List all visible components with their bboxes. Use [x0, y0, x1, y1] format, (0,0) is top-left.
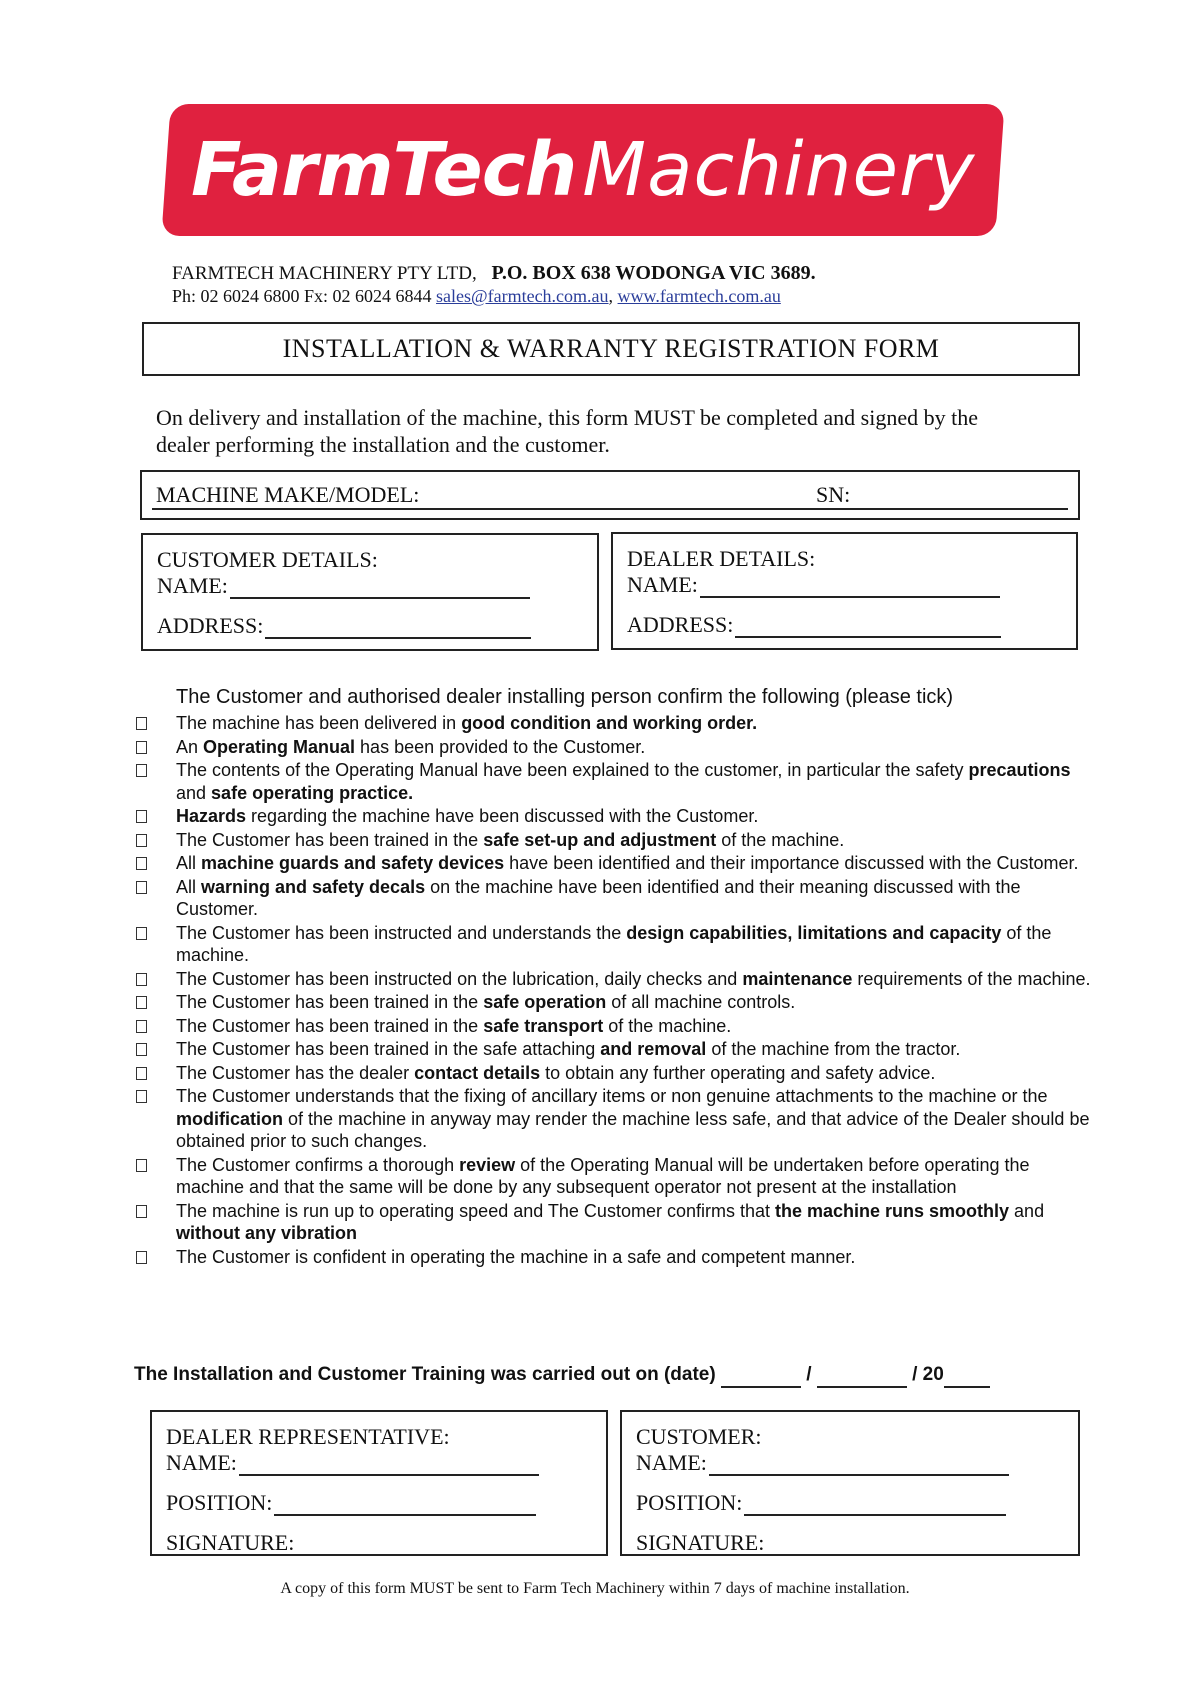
checklist-emphasis-text: review [459, 1154, 516, 1175]
checklist-item [132, 991, 1092, 1014]
machine-make-model-label: MACHINE MAKE/MODEL: [156, 482, 420, 507]
form-title-box [142, 322, 1080, 376]
company-name: FARMTECH MACHINERY PTY LTD, [172, 263, 477, 284]
dealer-address-label: ADDRESS: [627, 612, 734, 637]
checklist-item [132, 1085, 1092, 1153]
checkbox[interactable] [136, 741, 147, 754]
customer-details-box [141, 533, 599, 651]
checklist-text: has been provided to the Customer. [355, 736, 646, 757]
checklist-text: of the Operating Manual will be undertaken before operating the machine and that the same will be done by any subsequent operator not present at the installation [176, 1154, 1030, 1197]
checklist-text: The Customer is confident in operating the machine in a safe and competent manner. [176, 1246, 856, 1267]
dealer-name-field[interactable] [700, 576, 1000, 598]
checkbox[interactable] [136, 834, 147, 847]
dealer-rep-name-label: NAME: [166, 1450, 237, 1475]
customer-details-heading: CUSTOMER DETAILS: [157, 547, 378, 572]
company-address: P.O. BOX 638 WODONGA VIC 3689. [491, 262, 816, 284]
checklist-text: The Customer has been trained in the [176, 1015, 484, 1036]
company-phone: Ph: 02 6024 6800 Fx: 02 6024 6844 [172, 286, 432, 306]
checklist-item [132, 1015, 1092, 1038]
checkbox[interactable] [136, 1020, 147, 1033]
checkbox[interactable] [136, 717, 147, 730]
customer-signoff-position-field[interactable] [744, 1494, 1006, 1516]
checklist-emphasis-text: the machine runs smoothly [775, 1200, 1010, 1221]
checklist-emphasis-text: good condition and working order. [461, 713, 758, 733]
checklist-text: The Customer understands that the fixing of ancillary items or non genuine attachments to the machine or the [176, 1086, 1048, 1106]
checklist-text: The contents of the Operating Manual have been explained to the customer, in particular the safety [176, 760, 969, 780]
dealer-rep-signature-label: SIGNATURE: [166, 1530, 295, 1555]
checklist-emphasis-text: warning and safety decals [201, 876, 426, 897]
checklist-text: The machine is run up to operating speed and The Customer confirms that [176, 1200, 775, 1221]
date-year-field[interactable] [944, 1364, 990, 1388]
checklist-text: All [176, 853, 202, 873]
dealer-address-field[interactable] [735, 616, 1001, 638]
checklist-item [132, 1246, 1092, 1269]
checkbox[interactable] [136, 927, 147, 940]
checklist-text: of the machine. [716, 829, 845, 850]
customer-name-field[interactable] [230, 577, 530, 599]
form-title: INSTALLATION & WARRANTY REGISTRATION FORM [282, 334, 940, 363]
checklist-text: of the machine from the tractor. [706, 1039, 961, 1059]
checklist-emphasis-text: precautions [968, 760, 1071, 780]
checklist-text: and [176, 782, 212, 803]
dealer-representative-box [150, 1410, 608, 1556]
checklist-text: An [176, 736, 204, 757]
logo-light-text: Machinery [582, 127, 976, 213]
dealer-rep-heading: DEALER REPRESENTATIVE: [166, 1424, 450, 1449]
confirmation-checklist [132, 712, 1092, 1269]
logo-bold-text: FarmTech [190, 127, 577, 213]
website-link[interactable]: www.farmtech.com.au [617, 286, 781, 306]
email-link[interactable]: sales@farmtech.com.au [436, 286, 609, 306]
checklist-text: of the machine. [603, 1015, 732, 1036]
checkbox[interactable] [136, 996, 147, 1009]
checklist-text: The Customer has the dealer [176, 1062, 415, 1083]
customer-signoff-name-row [636, 1450, 1009, 1476]
dealer-rep-name-row [166, 1450, 539, 1476]
checklist-item [132, 829, 1092, 852]
dealer-rep-name-field[interactable] [239, 1454, 539, 1476]
customer-address-row [157, 613, 531, 639]
checklist-item [132, 1038, 1092, 1061]
customer-name-label: NAME: [157, 573, 228, 598]
dealer-rep-position-field[interactable] [274, 1494, 536, 1516]
checklist-emphasis-text: Hazards [176, 806, 247, 826]
checkbox[interactable] [136, 1251, 147, 1264]
customer-name-row [157, 573, 530, 599]
checklist-item [132, 852, 1092, 875]
checklist-item [132, 759, 1092, 804]
checklist-emphasis-text: without any vibration [176, 1223, 358, 1243]
dealer-name-row [627, 572, 1000, 598]
customer-signoff-name-label: NAME: [636, 1450, 707, 1475]
checkbox[interactable] [136, 1090, 147, 1103]
checklist-item [132, 968, 1092, 991]
checklist-text: regarding the machine have been discussed with the Customer. [246, 806, 759, 826]
footer-note: A copy of this form MUST be sent to Farm Tech Machinery within 7 days of machine installation. [280, 1580, 910, 1597]
company-logo [161, 104, 1004, 236]
checklist-emphasis-text: and removal [600, 1039, 707, 1059]
checklist-emphasis-text: safe operation [483, 992, 607, 1012]
checklist-text: The Customer has been trained in the [176, 829, 484, 850]
checklist-text: of all machine controls. [606, 992, 796, 1012]
checklist-emphasis-text: safe transport [483, 1015, 604, 1036]
checklist-text: The Customer has been trained in the safe attaching [176, 1039, 601, 1059]
checklist-emphasis-text: contact details [414, 1062, 541, 1083]
checklist-emphasis-text: safe set-up and adjustment [483, 829, 717, 850]
date-line-label: The Installation and Customer Training was carried out on (date) [134, 1364, 716, 1385]
contact-separator: , [608, 286, 614, 306]
company-header [172, 262, 816, 285]
checklist-item [132, 736, 1092, 759]
dealer-name-label: NAME: [627, 572, 698, 597]
checklist-emphasis-text: Operating Manual [203, 736, 356, 757]
checklist-text: of the machine in anyway may render the machine less safe, and that advice of the Dealer should be obtained prior to such changes. [176, 1108, 1090, 1151]
checklist-text: and [1009, 1200, 1045, 1221]
serial-number-label: SN: [816, 482, 851, 507]
customer-signoff-signature-field[interactable] [766, 1534, 1008, 1556]
dealer-rep-signature-field[interactable] [296, 1534, 538, 1556]
checklist-emphasis-text: maintenance [742, 968, 853, 989]
customer-address-label: ADDRESS: [157, 613, 264, 638]
checklist-emphasis-text: machine guards and safety devices [201, 853, 505, 873]
checklist-text: to obtain any further operating and safety advice. [540, 1062, 936, 1083]
checklist-text: The Customer has been instructed and understands the [176, 922, 627, 943]
checklist-item [132, 876, 1092, 921]
checklist-emphasis-text: modification [176, 1108, 283, 1129]
checklist-item [132, 1200, 1092, 1245]
customer-address-field[interactable] [265, 617, 531, 639]
machine-fill-line[interactable] [152, 508, 1068, 510]
checklist-text: have been identified and their importance discussed with the Customer. [504, 853, 1079, 873]
intro-text: On delivery and installation of the machine, this form MUST be completed and signed by the dealer performing the installation and the customer. [156, 405, 978, 457]
checklist-emphasis-text: safe operating practice. [211, 782, 414, 803]
company-contact [172, 286, 781, 307]
checklist-text: All [176, 876, 202, 897]
checkbox[interactable] [136, 1043, 147, 1056]
checklist-text: The Customer has been instructed on the lubrication, daily checks and [176, 968, 743, 989]
customer-signoff-signature-label: SIGNATURE: [636, 1530, 765, 1555]
checkbox[interactable] [136, 1067, 147, 1080]
checklist-text: requirements of the machine. [852, 968, 1091, 989]
customer-signoff-box [620, 1410, 1080, 1556]
checkbox[interactable] [136, 973, 147, 986]
customer-signoff-position-row [636, 1490, 1006, 1516]
date-month-field[interactable] [817, 1364, 907, 1388]
dealer-address-row [627, 612, 1001, 638]
date-separator-1: / [806, 1364, 812, 1385]
checklist-emphasis-text: design capabilities, limitations and capacity [626, 922, 1002, 943]
checklist-item [132, 712, 1092, 735]
dealer-rep-signature-row [166, 1530, 538, 1556]
confirm-intro: The Customer and authorised dealer installing person confirm the following (please tick) [176, 686, 954, 708]
customer-signoff-signature-row [636, 1530, 1008, 1556]
dealer-details-box [611, 532, 1078, 650]
customer-signoff-position-label: POSITION: [636, 1490, 743, 1515]
checkbox[interactable] [136, 881, 147, 894]
dealer-rep-position-row [166, 1490, 536, 1516]
machine-box [140, 470, 1080, 520]
checklist-text: on the machine have been identified and their meaning discussed with the Customer. [176, 876, 1021, 919]
checklist-text: The Customer confirms a thorough [176, 1154, 460, 1175]
checklist-item [132, 1062, 1092, 1085]
checklist-text: of the machine. [176, 922, 1052, 965]
checklist-item [132, 922, 1092, 967]
date-separator-2: / 20 [912, 1364, 944, 1385]
date-line [134, 1364, 990, 1388]
checklist-item [132, 805, 1092, 828]
checkbox[interactable] [136, 810, 147, 823]
dealer-rep-position-label: POSITION: [166, 1490, 273, 1515]
date-day-field[interactable] [721, 1364, 801, 1388]
checklist-item [132, 1154, 1092, 1199]
checkbox[interactable] [136, 857, 147, 870]
checkbox[interactable] [136, 1159, 147, 1172]
customer-signoff-heading: CUSTOMER: [636, 1424, 762, 1449]
customer-signoff-name-field[interactable] [709, 1454, 1009, 1476]
checkbox[interactable] [136, 1205, 147, 1218]
dealer-details-heading: DEALER DETAILS: [627, 546, 816, 571]
checklist-text: The machine has been delivered in [176, 713, 462, 733]
checkbox[interactable] [136, 764, 147, 777]
checklist-text: The Customer has been trained in the [176, 992, 484, 1012]
